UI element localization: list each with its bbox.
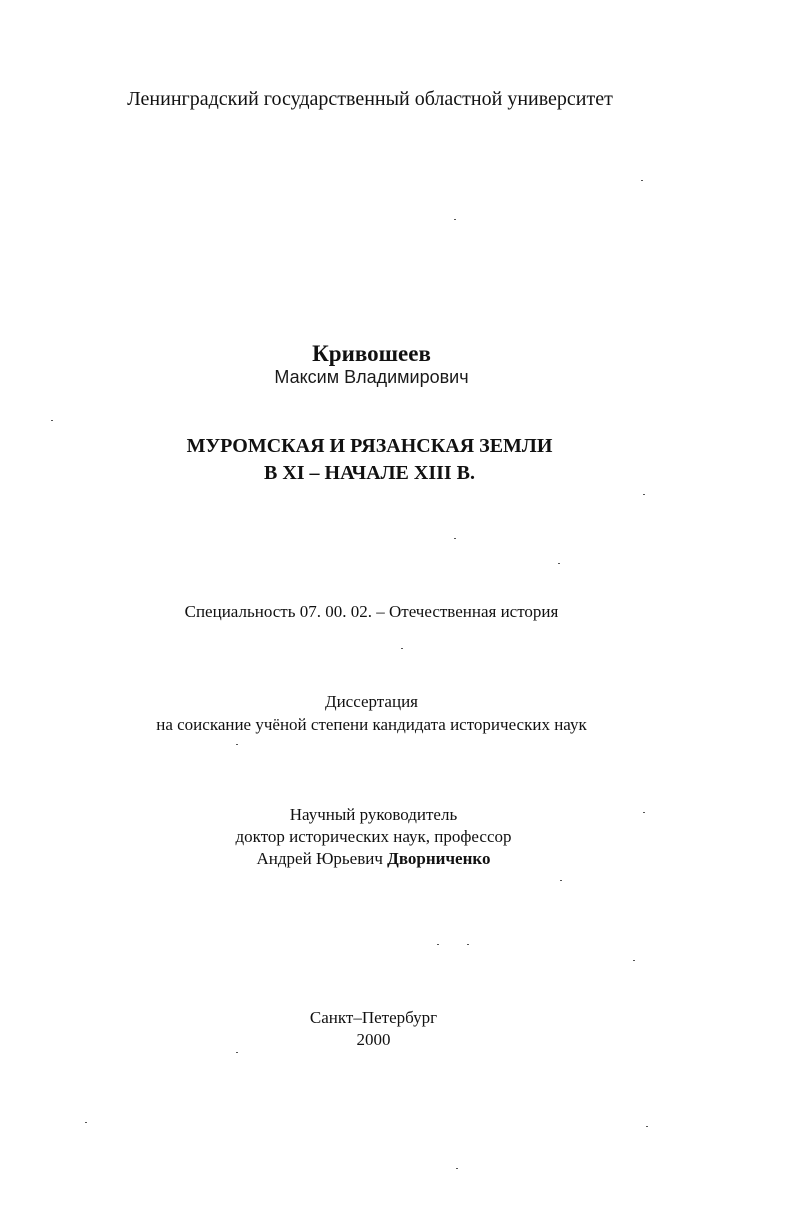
scan-speck	[633, 960, 635, 961]
scan-speck	[643, 494, 645, 495]
author-given-names: Максим Владимирович	[274, 367, 469, 387]
scan-speck	[454, 219, 456, 220]
scan-speck	[467, 944, 469, 945]
dissertation-title-line-2: В XI – НАЧАЛЕ XIII В.	[263, 462, 476, 484]
scan-speck	[437, 944, 439, 945]
advisor-name-prefix: Андрей Юрьевич	[256, 849, 383, 868]
dissertation-title-line-1: МУРОМСКАЯ И РЯЗАНСКАЯ ЗЕМЛИ	[186, 435, 553, 457]
scan-speck	[558, 563, 560, 564]
scan-speck	[641, 180, 643, 181]
author-surname: Кривошеев	[312, 341, 431, 366]
scan-speck	[456, 1168, 458, 1169]
scan-speck	[643, 812, 645, 813]
scan-speck	[236, 1052, 238, 1053]
advisor-surname: Дворниченко	[387, 849, 491, 868]
degree-purpose: на соискание учёной степени кандидата исторических наук	[156, 715, 587, 734]
advisor-role: Научный руководитель	[289, 805, 458, 824]
dissertation-label: Диссертация	[324, 692, 418, 711]
scan-speck	[51, 420, 53, 421]
scan-speck	[401, 648, 403, 649]
specialty: Специальность 07. 00. 02. – Отечественная история	[184, 602, 559, 621]
institution-name: Ленинградский государственный областной университет	[127, 88, 613, 110]
scan-speck	[85, 1122, 87, 1123]
year: 2000	[356, 1030, 391, 1049]
scan-speck	[560, 880, 562, 881]
scan-speck	[236, 744, 238, 745]
city: Санкт–Петербург	[309, 1008, 438, 1027]
scan-speck	[646, 1126, 648, 1127]
advisor-name	[0, 850, 773, 867]
advisor-degree: доктор исторических наук, профессор	[235, 827, 512, 846]
scan-speck	[454, 538, 456, 539]
